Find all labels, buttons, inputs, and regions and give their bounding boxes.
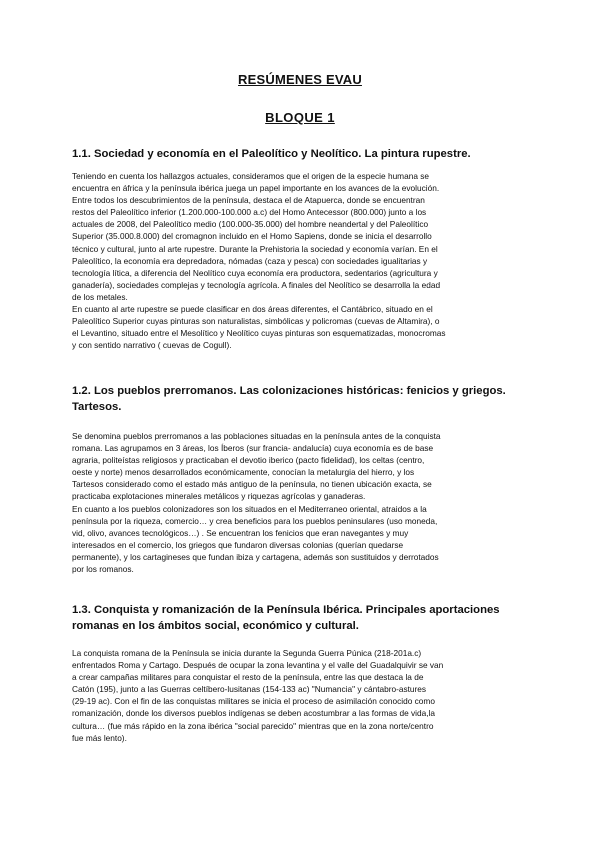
section-heading-1-2: 1.2. Los pueblos prerromanos. Las colonizaciones históricas: fenicios y griegos. Tartesos.	[72, 385, 506, 413]
section-heading-1-1: 1.1. Sociedad y economía en el Paleolítico y Neolítico. La pintura rupestre.	[72, 148, 471, 160]
section-body-1-2: Se denomina pueblos prerromanos a las poblaciones situadas en la península antes de la conquista romana. Las agrupamos en 3 áreas, los Íberos (sur francia- andalucía) cuya economía es de base agraria, politeístas religiosos y practicaban el devotio iberico (pacto fidelidad), los celtas (centro, oeste y norte) menos desarrollados económicamente, conocían la metalurgia del hierro, y los Tartesos considerado como el estado más antiguo de la península, no tienen ubicación exacta, se practicaba explotaciones minerales metálicos y riquezas agrícolas y ganaderas. En cuanto a los pueblos colonizadores son los situados en el Mediterraneo oriental, atraidos a la península por la riqueza, comercio… y crea beneficios para los pueblos peninsulares (uso moneda, vid, olivo, avances tecnológicos…) . Se encuentran los fenicios que eran navegantes y muy interesados en el comercio, los griegos que fundaron diversas colonias (querían quedarse permanente), y los cartagineses que fundan ibiza y cartagena, además son sustituidos y derrotados por los romanos.	[72, 431, 441, 575]
section-body-1-3: La conquista romana de la Península se inicia durante la Segunda Guerra Púnica (218-201a.c) enfrentados Roma y Cartago. Después de ocupar la zona levantina y el valle del Guadalquivir se van a crear campañas militares para conquistar el resto de la península, entre las que destaca la de Catón (195), junto a las Guerras celtíbero-lusitanas (154-133 ac) "Numancia" y cántabro-astures (29-19 ac). Con el fin de las conquistas militares se inicia el proceso de asimilación conocido como romanización, donde los diversos pueblos indígenas se deben acostumbrar a las formas de vida,la cultura… (fue más rápido en la zona ibérica "social parecido" mientras que en la zona norte/centro fue más lento).	[72, 648, 444, 743]
section-heading-1-3: 1.3. Conquista y romanización de la Península Ibérica. Principales aportaciones romanas en los ámbitos social, económico y cultural.	[72, 604, 500, 632]
document-title: RESÚMENES EVAU	[238, 72, 362, 87]
section-body-1-1: Teniendo en cuenta los hallazgos actuales, consideramos que el origen de la especie humana se encuentra en áfrica y la península ibérica juega un papel importante en los avances de la evolución. Entre todos los descubrimientos de la península, destaca el de Atapuerca, donde se encuentran restos del Paleolítico inferior (1.200.000-100.000 a.c) del Homo Antecessor (800.000) junto a los actuales de 2008, del Paleolítico medio (100.000-35.000) del hombre neandertal y del Paleolítico Superior (35.000.8.000) del cromagnon incluido en el Homo Sapiens, donde se inicia el desarrollo técnico y cultural, junto al arte rupestre. Durante la Prehistoria la sociedad y economía varían. En el Paleolítico, la economía era depredadora, nómadas (caza y pesca) con sociedades igualitarias y tecnología lítica, a diferencia del Neolítico cuya economía era productora, sedentarios (agricultura y ganadería), sociedades complejas y tecnología agrícola. A finales del Neolítico se desarrolla la edad de los metales. En cuanto al arte rupestre se puede clasificar en dos áreas diferentes, el Cantábrico, situado en el Paleolítico Superior cuyas pinturas son naturalistas, simbólicas y policromas (cuevas de Altamira), o el Levantino, situado entre el Mesolítico y Neolítico cuyas pinturas son esquematizadas, monocromas y con sentido narrativo ( cuevas de Cogull).	[72, 171, 446, 351]
block-title: BLOQUE 1	[265, 110, 335, 125]
